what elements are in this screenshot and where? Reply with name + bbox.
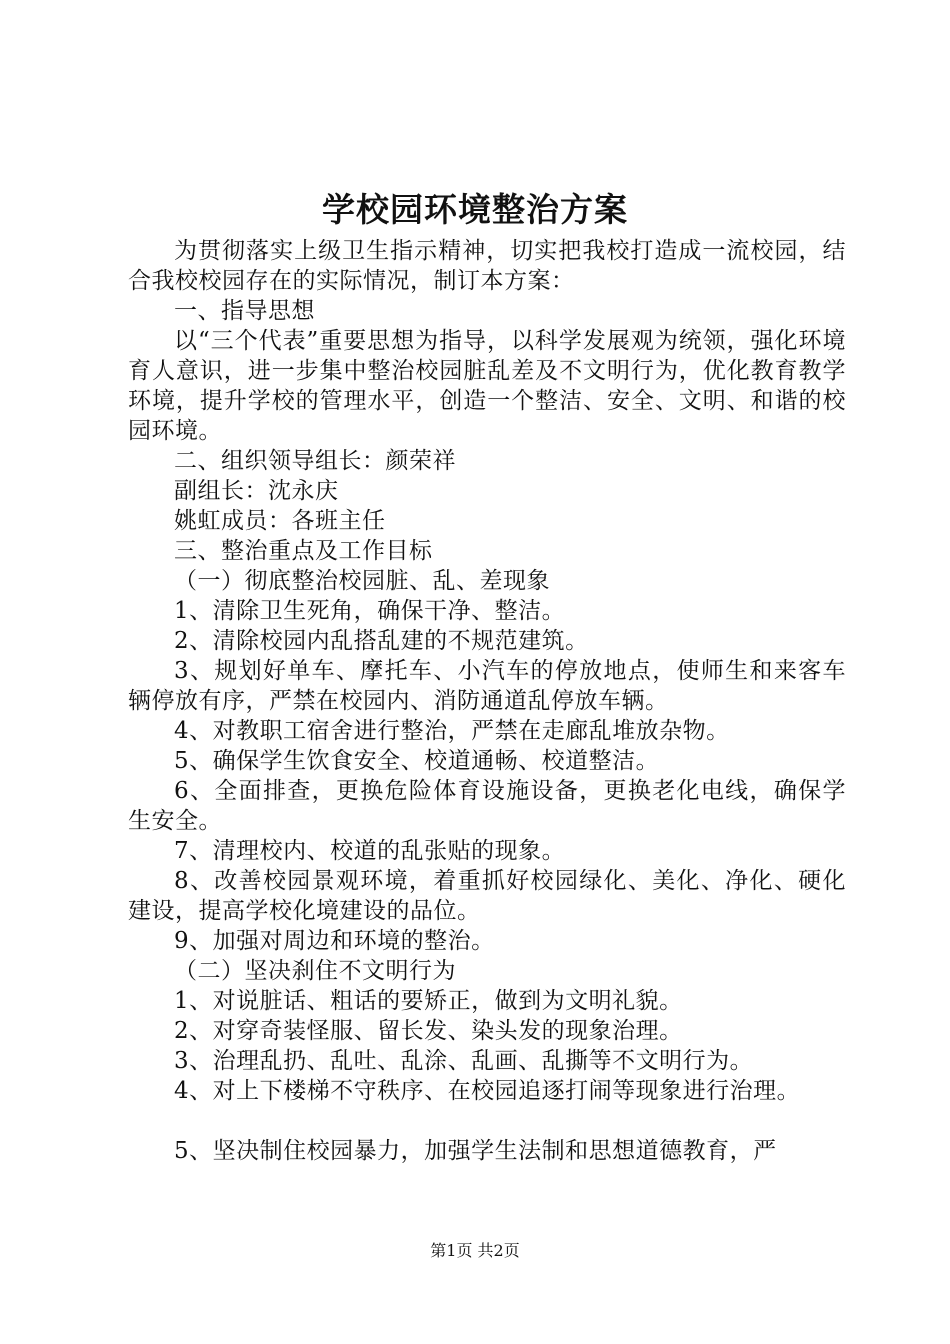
list-item: 2、清除校园内乱搭乱建的不规范建筑。 <box>174 628 589 654</box>
subheading-rectify-mess: （一）彻底整治校园脏、乱、差现象 <box>174 568 550 594</box>
list-item: 4、对教职工宿舍进行整治，严禁在走廊乱堆放杂物。 <box>174 718 730 744</box>
list-item: 1、对说脏话、粗话的要矫正，做到为文明礼貌。 <box>174 988 683 1014</box>
list-item: 7、清理校内、校道的乱张贴的现象。 <box>174 838 566 864</box>
heading-organization: 二、组织领导组长：颜荣祥 <box>174 448 456 474</box>
page-number: 第1页 共2页 <box>430 1241 520 1260</box>
list-item: 1、清除卫生死角，确保干净、整洁。 <box>174 598 566 624</box>
list-item: 4、对上下楼梯不守秩序、在校园追逐打闹等现象进行治理。 <box>174 1078 801 1104</box>
heading-guiding-thought: 一、指导思想 <box>174 298 315 324</box>
paragraph-deputy-leader: 副组长：沈永庆 <box>174 478 339 504</box>
subheading-uncivil-behavior: （二）坚决刹住不文明行为 <box>174 958 456 984</box>
list-item: 9、加强对周边和环境的整治。 <box>174 928 495 954</box>
document-title: 学校园环境整治方案 <box>322 190 628 229</box>
paragraph-guiding-thought: 以“三个代表”重要思想为指导，以科学发展观为统领，强化环境育人意识，进一步集中整治校园脏乱差及不文明行为，优化教育教学环境，提升学校的管理水平，创造一个整洁、安全、文明、和谐的校园环境。 <box>128 328 846 444</box>
heading-key-points: 三、整治重点及工作目标 <box>174 538 433 564</box>
list-item: 8、改善校园景观环境，着重抓好校园绿化、美化、净化、硬化建设，提高学校化境建设的品位。 <box>128 868 846 924</box>
list-item: 2、对穿奇装怪服、留长发、染头发的现象治理。 <box>174 1018 683 1044</box>
paragraph-members: 姚虹成员：各班主任 <box>174 508 386 534</box>
document-body <box>128 236 846 1166</box>
list-item: 5、坚决制住校园暴力，加强学生法制和思想道德教育，严 <box>174 1138 777 1164</box>
list-item: 3、治理乱扔、乱吐、乱涂、乱画、乱撕等不文明行为。 <box>174 1048 754 1074</box>
list-item: 6、全面排查，更换危险体育设施设备，更换老化电线，确保学生安全。 <box>128 778 846 834</box>
paragraph-intro: 为贯彻落实上级卫生指示精神，切实把我校打造成一流校园，结合我校校园存在的实际情况，制订本方案： <box>128 238 846 294</box>
list-item: 3、规划好单车、摩托车、小汽车的停放地点，使师生和来客车辆停放有序，严禁在校园内、消防通道乱停放车辆。 <box>128 658 846 714</box>
list-item: 5、确保学生饮食安全、校道通畅、校道整洁。 <box>174 748 660 774</box>
